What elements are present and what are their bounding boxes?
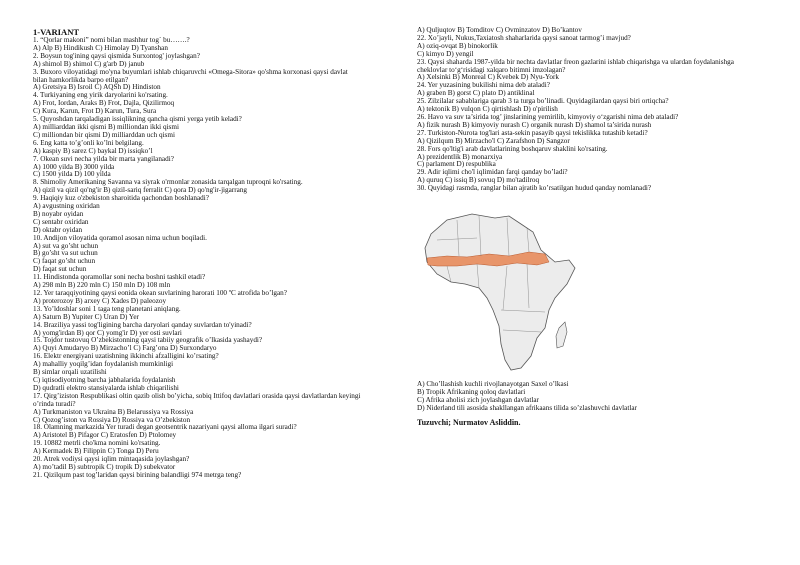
- right-line: cheklovlar to‘g‘risidagi xalqaro bitimni imzolagan?: [417, 65, 566, 74]
- left-line: 5. Quyoshdan tarqaladigan issiqlikning qancha qismi yerga yetib keladi?: [33, 115, 242, 124]
- left-line: o’rinda turadi?: [33, 399, 76, 408]
- right-line: A) quruq C) issiq B) sovuq D) mo'tadilroq: [417, 176, 540, 185]
- left-line: 19. 10882 metrli cho'kma nomini ko'rsating.: [33, 439, 161, 448]
- left-line: 15. Tojdor tustovuq O’zbekistonning qaysi tabiiy geografik o’lkasida yashaydi?: [33, 336, 263, 345]
- left-line: 18. Olamning markazida Yer turadi degan geotsentrik nazariyani qaysi alloma ilgari suradi?: [33, 423, 297, 432]
- left-line: A) kaspiy B) sarez C) baykal D) issiqko’l: [33, 146, 153, 155]
- author-credit: Tuzuvchi; Nurmatov Asliddin.: [417, 417, 521, 427]
- answer-line: B) Tropik Afrikaning qoloq davlatlari: [417, 387, 526, 396]
- left-line: C) 1500 yilda D) 100 yilda: [33, 170, 111, 179]
- left-line: A) Turkmaniston va Ukraina B) Belarussiya va Rossiya: [33, 407, 194, 416]
- right-answers-bottom: [417, 381, 772, 427]
- left-line: 4. Turkiyaning eng yirik daryolarini ko'rsating.: [33, 91, 168, 100]
- left-line: 9. Haqiqiy kuz o'zbekiston sharoitida qachondan boshlanadi?: [33, 194, 209, 203]
- left-line: 2. Boysun tog'ining qaysi qismida Surxontog' joylashgan?: [33, 51, 200, 60]
- left-line: C) Kura, Karun, Frot D) Karun, Tura, Sura: [33, 107, 157, 116]
- answer-line: D) Niderland tili asosida shakllangan afrikaans tilida so’zlashuvchi davlatlar: [417, 403, 637, 412]
- map-answer-options: [417, 381, 772, 413]
- left-line: 7. Okean suvi necha yilda bir marta yangilanadi?: [33, 154, 174, 163]
- right-line: 26. Havo va suv ta’sirida tog’ jinslarining yemirilib, kimyoviy o‘zgarishi nima deb ataladi?: [417, 112, 679, 121]
- right-line: 30. Quyidagi rasmda, ranglar bilan ajratib ko’rsatilgan hudud qanday nomlanadi?: [417, 184, 652, 193]
- left-line: 12. Yer taraqqiyotining qaysi eonida okean suvlarining harorati 100 ºC atrofida bo’lgan?: [33, 289, 287, 297]
- right-line: A) graben B) gorst C) plato D) antiklinal: [417, 89, 535, 98]
- left-line: A) mahalliy yoqilg’idan foydalanish mumkinligi: [33, 360, 174, 369]
- left-line: A) Frot, Iordan, Araks B) Frot, Dajla, Qizilirmoq: [33, 99, 175, 108]
- left-line: 1. “Qorlar makoni” nomi bilan mashhur tog` bu…….?: [33, 36, 190, 44]
- right-line: A) prezidentlik B) monarxiya: [417, 152, 503, 161]
- left-line: 13. Yo’ldoshlar soni 1 taga teng planetani aniqlang.: [33, 304, 181, 313]
- left-line: A) Saturn B) Yupiter C) Uran D) Yer: [33, 312, 139, 321]
- left-line: A) 298 mln B) 220 mln C) 150 mln D) 108 mln: [33, 281, 171, 290]
- right-line: 25. Zilzilalar sabablariga qarab 3 ta turga bo’linadi. Quyidagilardan qaysi biri ortiqcha?: [417, 97, 669, 106]
- left-line: A) avgustning oxiridan: [33, 202, 100, 211]
- right-line: A) Qizilqum B) Mirzacho'l C) Zarafshon D) Sangzor: [417, 136, 570, 145]
- africa-land: [425, 214, 575, 370]
- left-line: A) Alp B) Hindikush C) Himolay D) Tyanshan: [33, 43, 168, 52]
- right-line: A) Quljuqtov B) Tomditov C) Ovminzatov D) Bo’kantov: [417, 26, 582, 34]
- right-question-list: [417, 27, 772, 193]
- right-line: 22. Xo’jayli, Nukus,Taxiatosh shaharlarida qaysi sanoat tarmog’i mavjud?: [417, 33, 631, 42]
- left-line: A) Quyi Amudaryo B) Mirzacho’l C) Farg’ona D) Surxondaryo: [33, 344, 217, 353]
- left-line: A) Gretsiya B) Isroil C) AQSh D) Hindiston: [33, 83, 161, 92]
- left-line: 20. Atrek vodiysi qaysi iqlim mintaqasida joylashgan?: [33, 455, 190, 464]
- left-line: 17. Qirg’iziston Respublikasi oltin qazib olish bo’yicha, sobiq Ittifoq davlatlari orasida qaysi davlatlardan keyingi: [33, 391, 361, 400]
- left-line: C) sentabr oxiridan: [33, 217, 89, 226]
- right-line: 28. Fors qo'ltig'i arab davlatlarining boshqaruv shaklini ko'rsating.: [417, 144, 608, 153]
- answer-line: C) Afrika aholisi zich joylashgan davlatlar: [417, 395, 539, 404]
- right-line: A) oziq-ovqat B) binokorlik: [417, 41, 498, 50]
- right-line: C) parlament D) respublika: [417, 160, 496, 169]
- right-line: 27. Turkiston-Nurota tog'lari asta-sekin pasayib qaysi tekislikka tutashib ketadi?: [417, 128, 648, 137]
- left-line: A) qizil va qizil qo'ng'ir B) qizil-sariq ferralit C) qora D) qo'ng'ir-jigarrang: [33, 186, 248, 195]
- left-line: A) Aristotel B) Pifagor C) Eratosfen D) Ptolomey: [33, 431, 177, 440]
- right-line: C) kimyo D) yengil: [417, 49, 474, 58]
- right-column: [417, 27, 772, 193]
- variant-title: 1-VARIANT: [33, 27, 80, 37]
- left-line: bilan hamkorlikda barpo etilgan?: [33, 75, 129, 84]
- left-line: A) Kermadek B) Filippin C) Tonga D) Peru: [33, 447, 159, 456]
- right-line: 24. Yer yuzasining bukilishi nima deb ataladi?: [417, 81, 550, 90]
- right-line: A) tektonik B) vulqon C) qirtishlash D) o'pirilish: [417, 105, 558, 114]
- left-line: A) proterozoy B) arxey C) Xades D) paleozoy: [33, 296, 167, 305]
- left-line: 16. Elektr energiyani uzatishning ikkinchi afzalligini ko’rsating?: [33, 352, 219, 361]
- madagascar: [556, 322, 567, 348]
- left-line: D) faqat sut uchun: [33, 265, 87, 274]
- left-column: [33, 27, 403, 480]
- left-line: C) faqat go’sht uchun: [33, 257, 96, 266]
- left-line: A) 1000 yilda B) 3000 yilda: [33, 162, 115, 171]
- left-line: 6. Eng katta to’g’onli ko’lni belgilang.: [33, 138, 144, 147]
- left-line: 14. Braziliya yassi tog'ligining barcha daryolari qanday suvlardan to'yinadi?: [33, 320, 252, 329]
- left-line: B) go’sht va sut uchun: [33, 249, 98, 258]
- left-line: 10. Andijon viloyatida qoramol asosan nima uchun boqiladi.: [33, 233, 207, 242]
- left-line: A) sut va go’sht uchun: [33, 241, 99, 250]
- left-line: C) iqtisodiyotning barcha jabhalarida foydalanish: [33, 375, 176, 384]
- left-question-list: [33, 37, 403, 480]
- right-line: 23. Qaysi shaharda 1987-yilda bir nechta davlatlar freon gazlarini ishlab chiqarishga va ulardan foydalanishga: [417, 57, 734, 66]
- left-line: 8. Shimoliy Amerikaning Savanna va siyrak o'rmonlar zonasida tarqalgan tuproqni ko'rsating.: [33, 178, 303, 187]
- left-line: B) noyabr oyidan: [33, 209, 84, 218]
- left-line: D) qudratli elektro stansiyalarda ishlab chiqarilishi: [33, 383, 179, 392]
- left-line: C) milliondan bir qismi D) milliarddan uch qismi: [33, 130, 175, 139]
- left-line: B) simlar orqali uzatilishi: [33, 368, 107, 377]
- right-line: A) fizik nurash B) kimyoviy nurash C) organik nurash D) shamol ta’sirida nurash: [417, 120, 652, 129]
- left-line: C) Qozog’iston va Rossiya D) Rossiya va O’zbekiston: [33, 415, 191, 424]
- left-line: A) yomg'irdan B) qor C) yomg'ir D) yer osti suvlari: [33, 328, 182, 337]
- africa-map-image: [417, 210, 587, 380]
- left-line: 11. Hindistonda qoramollar soni necha boshni tashkil etadi?: [33, 273, 206, 282]
- left-line: 3. Buxoro viloyatidagi mo'yna buyumlari ishlab chiqaruvchi «Omega-Sitora» qo'shma korxonasi qaysi davlat: [33, 67, 348, 76]
- left-line: A) shimol B) shimol C) g'arb D) janub: [33, 59, 145, 68]
- left-line: D) oktabr oyidan: [33, 225, 83, 234]
- left-line: A) mo’tadil B) subtropik C) tropik D) subekvator: [33, 462, 176, 471]
- right-line: 29. Adir iqlimi cho'l iqlimidan farqi qanday bo’ladi?: [417, 168, 568, 177]
- left-line: A) milliarddan ikki qismi B) milliondan ikki qismi: [33, 122, 179, 131]
- answer-line: A) Cho’llashish kuchli rivojlanayotgan Saxel o’lkasi: [417, 380, 569, 388]
- right-line: A) Xelsinki B) Monreal C) Kvebek D) Nyu-York: [417, 73, 560, 82]
- left-line: 21. Qizilqum past tog’laridan qaysi birining balandligi 974 metrga teng?: [33, 470, 242, 479]
